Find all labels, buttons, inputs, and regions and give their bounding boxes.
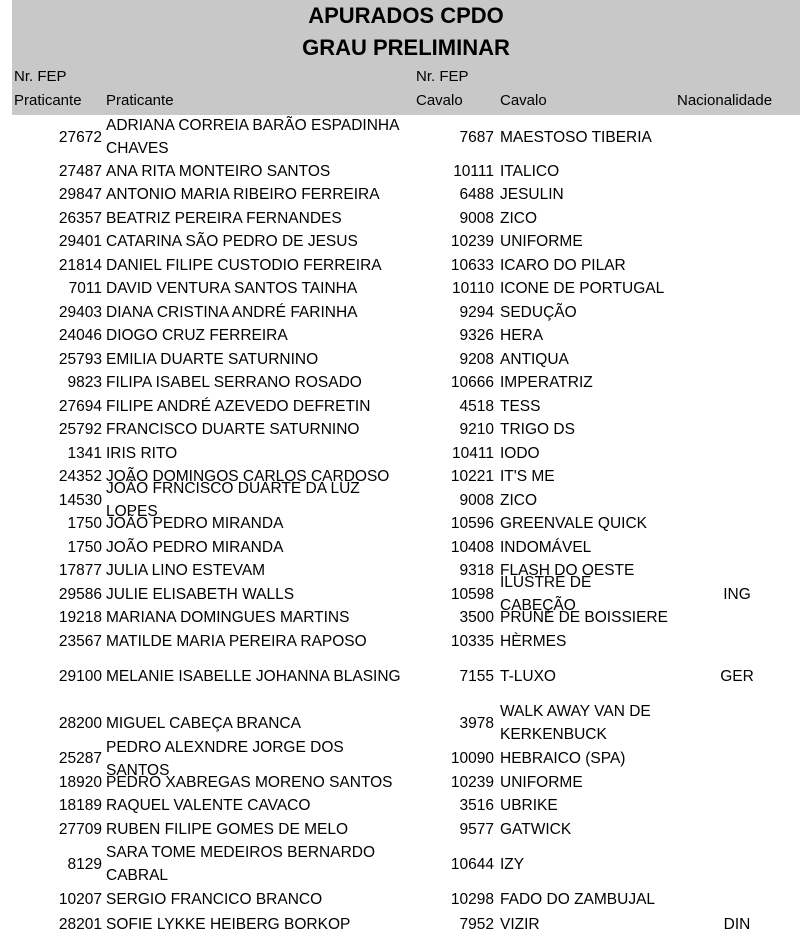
cell-nr-cavalo: 9208 — [459, 350, 494, 368]
header-nacionalidade: Nacionalidade — [677, 92, 773, 109]
cell-nr-praticante: 24046 — [58, 327, 102, 344]
cell-nr-cavalo: 9210 — [459, 421, 494, 438]
header-praticante: Praticante — [106, 92, 174, 109]
cell-nacionalidade — [690, 841, 784, 887]
cell-nr-praticante: 29847 — [58, 186, 102, 203]
cell-nacionalidade — [690, 253, 784, 277]
cell-nacionalidade — [690, 535, 784, 559]
cell-praticante: RUBEN FILIPE GOMES DE MELO — [106, 820, 349, 838]
cell-praticante: JOÃO PEDRO MIRANDA — [106, 515, 284, 532]
table-row — [0, 394, 800, 418]
cell-nacionalidade — [690, 629, 784, 653]
cell-nr-cavalo: 10221 — [450, 468, 494, 485]
cell-cavalo: ZICO — [500, 209, 538, 227]
cell-praticante: DIANA CRISTINA ANDRÉ FARINHA — [106, 303, 358, 321]
cell-nacionalidade — [690, 183, 784, 206]
cell-cavalo: IT'S ME — [500, 468, 555, 485]
cell-cavalo: ITALICO — [500, 163, 560, 180]
cell-nr-praticante: 19218 — [58, 609, 102, 626]
cell-nr-cavalo: 9577 — [459, 820, 494, 838]
cell-praticante: JULIE ELISABETH WALLS — [106, 585, 295, 603]
cell-nr-cavalo: 10644 — [450, 855, 494, 873]
table-row — [0, 441, 800, 465]
cell-cavalo: MAESTOSO TIBERIA — [500, 128, 652, 146]
table-row — [0, 559, 800, 582]
cell-cavalo: FLASH DO OESTE — [500, 562, 635, 579]
cell-nr-praticante: 1750 — [67, 538, 102, 556]
table-row — [0, 817, 800, 841]
cell-nr-praticante: 10207 — [58, 890, 102, 908]
cell-nr-praticante: 28201 — [58, 915, 102, 933]
header-nr-cavalo-line1: Nr. FEP — [416, 68, 469, 85]
table-row — [0, 535, 800, 559]
cell-nacionalidade — [690, 371, 784, 394]
table-row — [0, 770, 800, 794]
cell-nr-praticante: 29586 — [58, 585, 102, 603]
cell-cavalo: ICONE DE PORTUGAL — [500, 280, 665, 297]
cell-praticante: ADRIANA CORREIA BARÃO ESPADINHA CHAVES — [106, 117, 399, 157]
cell-praticante: IRIS RITO — [106, 444, 178, 462]
cell-cavalo: IODO — [500, 444, 540, 462]
cell-cavalo: SEDUÇÃO — [500, 303, 577, 321]
cell-nr-cavalo: 10111 — [453, 163, 494, 180]
cell-cavalo: ILUSTRE DE CABEÇÃO — [500, 574, 592, 614]
cell-cavalo: HÈRMES — [500, 632, 567, 650]
cell-nr-praticante: 14530 — [58, 491, 102, 509]
cell-praticante: FILIPA ISABEL SERRANO ROSADO — [106, 374, 362, 391]
cell-nr-cavalo: 10335 — [450, 632, 494, 650]
table-row — [0, 183, 800, 206]
table-row — [0, 418, 800, 441]
cell-nacionalidade — [690, 441, 784, 465]
table-row — [0, 574, 800, 614]
page-subtitle: GRAU PRELIMINAR — [302, 35, 510, 60]
cell-nacionalidade — [690, 394, 784, 418]
cell-cavalo: WALK AWAY VAN DE KERKENBUCK — [500, 703, 651, 743]
cell-nr-cavalo: 7155 — [459, 667, 494, 685]
cell-nr-cavalo: 9326 — [459, 327, 494, 344]
cell-nacionalidade — [690, 277, 784, 300]
header-nr-praticante-line1: Nr. FEP — [14, 68, 67, 85]
cell-nr-cavalo: 10666 — [450, 374, 494, 391]
cell-cavalo: TRIGO DS — [500, 421, 575, 438]
cell-cavalo: ICARO DO PILAR — [500, 256, 626, 274]
cell-nacionalidade — [690, 770, 784, 794]
cell-nr-cavalo: 10411 — [452, 444, 494, 462]
cell-nr-cavalo: 10110 — [452, 280, 494, 297]
table-row — [0, 160, 800, 183]
cell-praticante: CATARINA SÃO PEDRO DE JESUS — [106, 233, 358, 250]
cell-nr-praticante: 1750 — [67, 515, 102, 532]
cell-nacionalidade — [690, 512, 784, 535]
table-row — [0, 206, 800, 230]
cell-praticante: RAQUEL VALENTE CAVACO — [106, 797, 311, 814]
cell-nr-praticante: 27694 — [58, 397, 102, 415]
cell-nr-cavalo: 10239 — [450, 233, 494, 250]
cell-praticante: SERGIO FRANCICO BRANCO — [106, 890, 323, 908]
header-nr-cavalo-line2: Cavalo — [416, 92, 463, 109]
cell-nr-praticante: 25793 — [58, 350, 102, 368]
cell-praticante: MELANIE ISABELLE JOHANNA BLASING — [106, 667, 401, 685]
cell-nr-praticante: 7011 — [68, 280, 102, 297]
cell-nacionalidade — [690, 747, 784, 770]
cell-praticante: DAVID VENTURA SANTOS TAINHA — [106, 280, 358, 297]
cell-nr-praticante: 28200 — [58, 714, 102, 732]
cell-praticante: JULIA LINO ESTEVAM — [106, 562, 266, 579]
table-row — [0, 371, 800, 394]
cell-cavalo: PRUNE DE BOISSIERE — [500, 609, 668, 626]
cell-nr-praticante: 26357 — [58, 209, 102, 227]
table-row — [0, 480, 800, 520]
cell-nr-praticante: 25792 — [58, 421, 102, 438]
cell-nr-cavalo: 6488 — [459, 186, 494, 203]
cell-nacionalidade — [690, 465, 784, 488]
cell-cavalo: UNIFORME — [500, 233, 583, 250]
header-cavalo: Cavalo — [500, 92, 547, 109]
cell-praticante: ANTONIO MARIA RIBEIRO FERREIRA — [106, 186, 380, 203]
table-row — [0, 911, 800, 937]
cell-nacionalidade — [690, 559, 784, 582]
table-row — [0, 738, 800, 779]
cell-nacionalidade — [690, 113, 784, 161]
cell-cavalo: HERA — [500, 327, 544, 344]
cell-nacionalidade — [690, 817, 784, 841]
cell-praticante: JOÃO DOMINGOS CARLOS CARDOSO — [106, 468, 390, 485]
cell-nr-praticante: 27709 — [58, 820, 102, 838]
table-row — [0, 300, 800, 324]
cell-nr-praticante: 9823 — [67, 374, 102, 391]
cell-cavalo: IMPERATRIZ — [500, 374, 593, 391]
cell-cavalo: VIZIR — [500, 915, 540, 933]
cell-nacionalidade — [690, 347, 784, 371]
cell-nr-cavalo: 3500 — [459, 609, 494, 626]
cell-nacionalidade — [690, 794, 784, 817]
cell-cavalo: T-LUXO — [500, 667, 556, 685]
cell-nr-praticante: 25287 — [58, 750, 102, 767]
cell-nr-praticante: 21814 — [58, 256, 102, 274]
cell-nacionalidade: DIN — [723, 915, 751, 933]
cell-nr-cavalo: 3516 — [459, 797, 494, 814]
cell-nr-praticante: 17877 — [58, 562, 102, 579]
cell-cavalo: IZY — [500, 855, 525, 873]
table-row — [0, 841, 800, 887]
cell-nr-praticante: 1341 — [67, 444, 102, 462]
cell-cavalo: JESULIN — [500, 186, 564, 203]
cell-nacionalidade — [690, 606, 784, 629]
cell-praticante: MARIANA DOMINGUES MARTINS — [106, 609, 350, 626]
cell-cavalo: GATWICK — [500, 820, 572, 838]
cell-praticante: MATILDE MARIA PEREIRA RAPOSO — [106, 632, 367, 650]
table-row — [0, 653, 800, 699]
cell-nacionalidade — [690, 488, 784, 512]
cell-praticante: FILIPE ANDRÉ AZEVEDO DEFRETIN — [106, 397, 371, 415]
cell-nacionalidade — [690, 887, 784, 911]
cell-cavalo: UNIFORME — [500, 773, 583, 791]
table-row — [0, 253, 800, 277]
cell-nr-cavalo: 10298 — [450, 890, 494, 908]
cell-nr-praticante: 29403 — [58, 303, 102, 321]
cell-nr-cavalo: 9008 — [459, 491, 494, 509]
cell-nr-cavalo: 10239 — [450, 773, 494, 791]
cell-praticante: DIOGO CRUZ FERREIRA — [106, 327, 288, 344]
table-row — [0, 277, 800, 300]
cell-nacionalidade — [690, 230, 784, 253]
cell-nr-cavalo: 7952 — [459, 915, 494, 933]
cell-praticante: FRANCISCO DUARTE SATURNINO — [106, 421, 360, 438]
page-title: APURADOS CPDO — [308, 3, 504, 28]
cell-nr-praticante: 24352 — [58, 468, 102, 485]
cell-nr-praticante: 29100 — [58, 667, 102, 685]
cell-cavalo: FADO DO ZAMBUJAL — [500, 890, 656, 908]
cell-praticante: PEDRO ALEXNDRE JORGE DOS SANTOS — [106, 738, 344, 779]
table-row — [0, 324, 800, 347]
cell-nacionalidade — [690, 324, 784, 347]
table-row — [0, 606, 800, 629]
cell-nr-cavalo: 10090 — [450, 750, 494, 767]
cell-cavalo: TESS — [500, 397, 541, 415]
cell-nr-praticante: 18920 — [58, 773, 102, 791]
cell-nacionalidade: GER — [720, 667, 754, 685]
cell-nacionalidade — [690, 699, 784, 747]
cell-nr-cavalo: 9008 — [459, 209, 494, 227]
cell-nr-praticante: 23567 — [58, 632, 102, 650]
cell-nr-cavalo: 10633 — [450, 256, 494, 274]
cell-nr-cavalo: 10408 — [450, 538, 494, 556]
cell-praticante: SARA TOME MEDEIROS BERNARDO CABRAL — [106, 844, 376, 884]
cell-nr-cavalo: 10596 — [450, 515, 494, 532]
table-row — [0, 230, 800, 253]
table-row — [0, 347, 800, 371]
cell-praticante: DANIEL FILIPE CUSTODIO FERREIRA — [106, 256, 382, 274]
cell-nr-cavalo: 7687 — [459, 128, 494, 146]
cell-nr-cavalo: 10598 — [450, 585, 494, 603]
cell-nr-cavalo: 4518 — [459, 397, 494, 415]
cell-cavalo: ZICO — [500, 491, 538, 509]
cell-cavalo: HEBRAICO (SPA) — [500, 750, 626, 767]
cell-praticante: ANA RITA MONTEIRO SANTOS — [106, 163, 331, 180]
cell-nr-praticante: 27672 — [58, 128, 102, 146]
table-row — [0, 113, 800, 161]
cell-praticante: JOÃO PEDRO MIRANDA — [106, 538, 284, 556]
cell-nacionalidade — [690, 160, 784, 183]
cell-praticante: PEDRO XABREGAS MORENO SANTOS — [106, 773, 393, 791]
cell-cavalo: UBRIKE — [500, 797, 558, 814]
cell-nr-praticante: 27487 — [58, 163, 102, 180]
table-row — [0, 512, 800, 535]
cell-nr-cavalo: 9294 — [459, 303, 494, 321]
table-row — [0, 887, 800, 911]
cell-praticante: SOFIE LYKKE HEIBERG BORKOP — [106, 915, 351, 933]
table-row — [0, 794, 800, 817]
header-nr-praticante-line2: Praticante — [14, 92, 82, 109]
cell-nacionalidade — [690, 300, 784, 324]
cell-praticante: MIGUEL CABEÇA BRANCA — [106, 714, 301, 732]
cell-praticante: BEATRIZ PEREIRA FERNANDES — [106, 209, 342, 227]
cell-nr-praticante: 18189 — [58, 797, 102, 814]
cell-nacionalidade — [690, 206, 784, 230]
cell-praticante: EMILIA DUARTE SATURNINO — [106, 350, 319, 368]
cell-nacionalidade: ING — [723, 585, 751, 603]
table-row — [0, 629, 800, 653]
cell-nr-praticante: 29401 — [58, 233, 102, 250]
cell-nr-praticante: 8129 — [67, 855, 102, 873]
cell-nr-cavalo: 3978 — [459, 714, 494, 732]
cell-cavalo: GREENVALE QUICK — [500, 515, 648, 532]
cell-nacionalidade — [690, 418, 784, 441]
cell-cavalo: INDOMÁVEL — [500, 538, 592, 556]
cell-nr-cavalo: 9318 — [459, 562, 494, 579]
cell-praticante: JOÃO FRNCISCO DUARTE DA LUZ LOPES — [106, 480, 360, 520]
cell-cavalo: ANTIQUA — [500, 350, 569, 368]
